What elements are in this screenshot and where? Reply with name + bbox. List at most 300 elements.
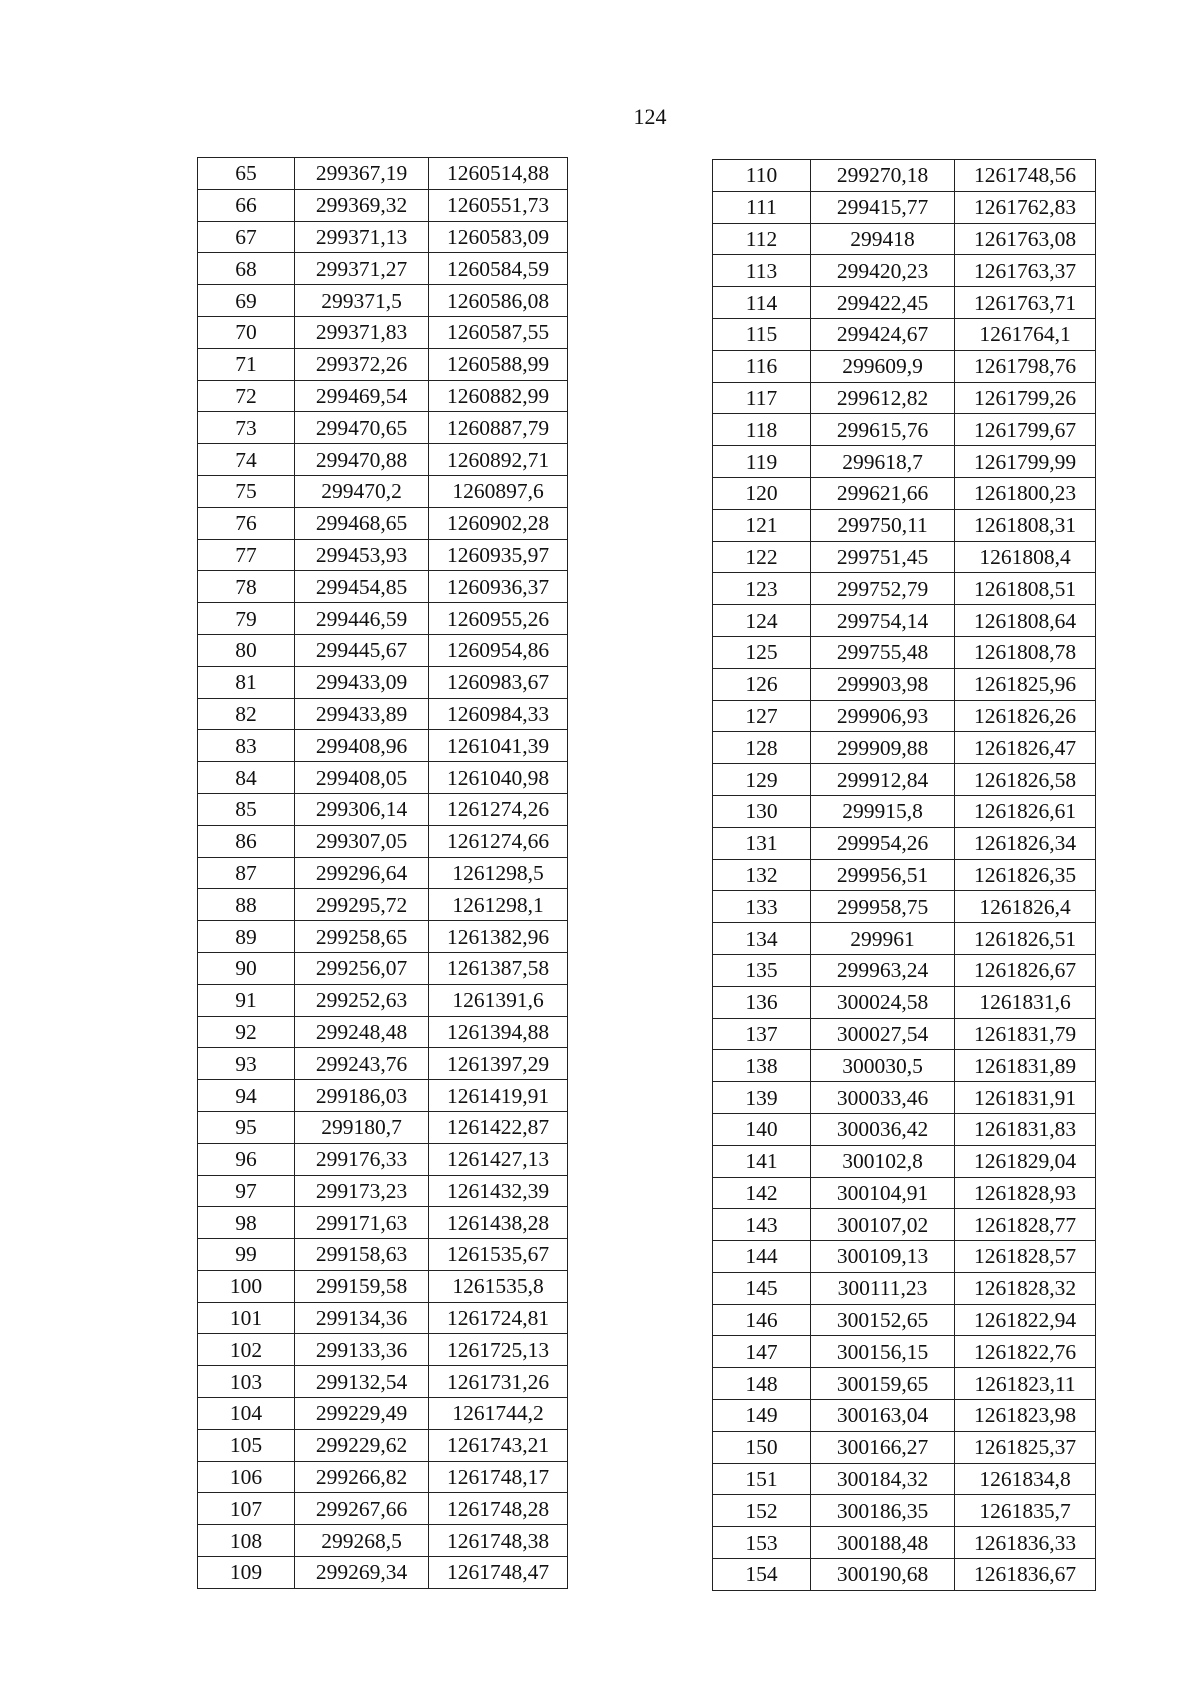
table-row xyxy=(713,1082,1096,1114)
point-number-cell: 137 xyxy=(713,1018,811,1050)
y-coordinate-cell: 1261825,96 xyxy=(955,668,1096,700)
y-coordinate-cell: 1261826,51 xyxy=(955,923,1096,955)
point-number-cell: 85 xyxy=(198,793,295,825)
y-coordinate-cell: 1261724,81 xyxy=(429,1302,568,1334)
y-coordinate-cell: 1261748,38 xyxy=(429,1525,568,1557)
table-row xyxy=(198,1239,568,1271)
point-number-cell: 109 xyxy=(198,1557,295,1589)
table-row xyxy=(198,285,568,317)
point-number-cell: 102 xyxy=(198,1334,295,1366)
table-row xyxy=(713,1145,1096,1177)
table-row xyxy=(198,730,568,762)
table-row xyxy=(198,1429,568,1461)
point-number-cell: 101 xyxy=(198,1302,295,1334)
x-coordinate-cell: 299424,67 xyxy=(811,318,955,350)
table-row xyxy=(713,1018,1096,1050)
x-coordinate-cell: 300190,68 xyxy=(811,1559,955,1591)
point-number-cell: 87 xyxy=(198,857,295,889)
table-row xyxy=(713,827,1096,859)
y-coordinate-cell: 1261831,91 xyxy=(955,1082,1096,1114)
x-coordinate-cell: 299963,24 xyxy=(811,954,955,986)
table-row xyxy=(198,825,568,857)
y-coordinate-cell: 1261828,93 xyxy=(955,1177,1096,1209)
table-row xyxy=(713,1113,1096,1145)
x-coordinate-cell: 299915,8 xyxy=(811,795,955,827)
table-row xyxy=(713,1050,1096,1082)
point-number-cell: 141 xyxy=(713,1145,811,1177)
point-number-cell: 91 xyxy=(198,984,295,1016)
point-number-cell: 71 xyxy=(198,348,295,380)
point-number-cell: 72 xyxy=(198,380,295,412)
y-coordinate-cell: 1261831,6 xyxy=(955,986,1096,1018)
x-coordinate-cell: 299371,27 xyxy=(295,253,429,285)
table-row xyxy=(198,316,568,348)
point-number-cell: 84 xyxy=(198,762,295,794)
y-coordinate-cell: 1261274,26 xyxy=(429,793,568,825)
table-row xyxy=(713,318,1096,350)
table-row xyxy=(713,1400,1096,1432)
y-coordinate-cell: 1261822,76 xyxy=(955,1336,1096,1368)
table-row xyxy=(198,889,568,921)
y-coordinate-cell: 1261762,83 xyxy=(955,191,1096,223)
y-coordinate-cell: 1261835,7 xyxy=(955,1495,1096,1527)
point-number-cell: 96 xyxy=(198,1143,295,1175)
x-coordinate-cell: 299453,93 xyxy=(295,539,429,571)
point-number-cell: 83 xyxy=(198,730,295,762)
y-coordinate-cell: 1261422,87 xyxy=(429,1111,568,1143)
y-coordinate-cell: 1261828,57 xyxy=(955,1241,1096,1273)
table-row xyxy=(713,382,1096,414)
table-row xyxy=(198,444,568,476)
table-row xyxy=(713,446,1096,478)
x-coordinate-cell: 299173,23 xyxy=(295,1175,429,1207)
point-number-cell: 136 xyxy=(713,986,811,1018)
x-coordinate-cell: 299267,66 xyxy=(295,1493,429,1525)
y-coordinate-cell: 1261826,26 xyxy=(955,700,1096,732)
x-coordinate-cell: 300163,04 xyxy=(811,1400,955,1432)
x-coordinate-cell: 299408,96 xyxy=(295,730,429,762)
x-coordinate-cell: 299470,65 xyxy=(295,412,429,444)
y-coordinate-cell: 1261831,89 xyxy=(955,1050,1096,1082)
table-row xyxy=(198,1016,568,1048)
table-row xyxy=(713,1527,1096,1559)
x-coordinate-cell: 299956,51 xyxy=(811,859,955,891)
y-coordinate-cell: 1261748,56 xyxy=(955,160,1096,192)
point-number-cell: 115 xyxy=(713,318,811,350)
y-coordinate-cell: 1260983,67 xyxy=(429,666,568,698)
point-number-cell: 73 xyxy=(198,412,295,444)
point-number-cell: 114 xyxy=(713,287,811,319)
table-row xyxy=(713,573,1096,605)
y-coordinate-cell: 1261298,5 xyxy=(429,857,568,889)
point-number-cell: 103 xyxy=(198,1366,295,1398)
x-coordinate-cell: 299433,09 xyxy=(295,666,429,698)
y-coordinate-cell: 1261799,99 xyxy=(955,446,1096,478)
x-coordinate-cell: 300024,58 xyxy=(811,986,955,1018)
table-row xyxy=(713,1368,1096,1400)
point-number-cell: 147 xyxy=(713,1336,811,1368)
y-coordinate-cell: 1261836,67 xyxy=(955,1559,1096,1591)
point-number-cell: 152 xyxy=(713,1495,811,1527)
y-coordinate-cell: 1261382,96 xyxy=(429,921,568,953)
table-row xyxy=(198,475,568,507)
y-coordinate-cell: 1260954,86 xyxy=(429,634,568,666)
table-row xyxy=(713,668,1096,700)
y-coordinate-cell: 1261427,13 xyxy=(429,1143,568,1175)
y-coordinate-cell: 1260902,28 xyxy=(429,507,568,539)
table-row xyxy=(713,732,1096,764)
table-row xyxy=(198,1366,568,1398)
y-coordinate-cell: 1261800,23 xyxy=(955,477,1096,509)
point-number-cell: 97 xyxy=(198,1175,295,1207)
x-coordinate-cell: 299422,45 xyxy=(811,287,955,319)
x-coordinate-cell: 299621,66 xyxy=(811,477,955,509)
x-coordinate-cell: 300186,35 xyxy=(811,1495,955,1527)
x-coordinate-cell: 300109,13 xyxy=(811,1241,955,1273)
y-coordinate-cell: 1261808,64 xyxy=(955,605,1096,637)
point-number-cell: 149 xyxy=(713,1400,811,1432)
point-number-cell: 89 xyxy=(198,921,295,953)
x-coordinate-cell: 299367,19 xyxy=(295,158,429,190)
table-row xyxy=(713,764,1096,796)
y-coordinate-cell: 1261823,11 xyxy=(955,1368,1096,1400)
y-coordinate-cell: 1261799,67 xyxy=(955,414,1096,446)
x-coordinate-cell: 299454,85 xyxy=(295,571,429,603)
table-row xyxy=(713,477,1096,509)
y-coordinate-cell: 1260587,55 xyxy=(429,316,568,348)
y-coordinate-cell: 1260586,08 xyxy=(429,285,568,317)
y-coordinate-cell: 1261808,51 xyxy=(955,573,1096,605)
y-coordinate-cell: 1261397,29 xyxy=(429,1048,568,1080)
table-row xyxy=(198,1175,568,1207)
point-number-cell: 139 xyxy=(713,1082,811,1114)
x-coordinate-cell: 299750,11 xyxy=(811,509,955,541)
y-coordinate-cell: 1261763,08 xyxy=(955,223,1096,255)
point-number-cell: 108 xyxy=(198,1525,295,1557)
x-coordinate-cell: 299752,79 xyxy=(811,573,955,605)
x-coordinate-cell: 299248,48 xyxy=(295,1016,429,1048)
table-row xyxy=(713,700,1096,732)
table-row xyxy=(198,857,568,889)
x-coordinate-cell: 300036,42 xyxy=(811,1113,955,1145)
x-coordinate-cell: 299755,48 xyxy=(811,636,955,668)
table-row xyxy=(713,1495,1096,1527)
y-coordinate-cell: 1261748,47 xyxy=(429,1557,568,1589)
point-number-cell: 88 xyxy=(198,889,295,921)
x-coordinate-cell: 299408,05 xyxy=(295,762,429,794)
point-number-cell: 146 xyxy=(713,1304,811,1336)
table-row xyxy=(713,287,1096,319)
x-coordinate-cell: 299954,26 xyxy=(811,827,955,859)
point-number-cell: 140 xyxy=(713,1113,811,1145)
y-coordinate-cell: 1261808,78 xyxy=(955,636,1096,668)
x-coordinate-cell: 299229,62 xyxy=(295,1429,429,1461)
y-coordinate-cell: 1261731,26 xyxy=(429,1366,568,1398)
point-number-cell: 111 xyxy=(713,191,811,223)
table-row xyxy=(198,952,568,984)
x-coordinate-cell: 299243,76 xyxy=(295,1048,429,1080)
x-coordinate-cell: 300102,8 xyxy=(811,1145,955,1177)
table-row xyxy=(713,923,1096,955)
y-coordinate-cell: 1261834,8 xyxy=(955,1463,1096,1495)
x-coordinate-cell: 300027,54 xyxy=(811,1018,955,1050)
point-number-cell: 93 xyxy=(198,1048,295,1080)
point-number-cell: 121 xyxy=(713,509,811,541)
table-row xyxy=(198,1461,568,1493)
x-coordinate-cell: 299903,98 xyxy=(811,668,955,700)
table-row xyxy=(713,986,1096,1018)
y-coordinate-cell: 1260955,26 xyxy=(429,603,568,635)
x-coordinate-cell: 299754,14 xyxy=(811,605,955,637)
y-coordinate-cell: 1261826,4 xyxy=(955,891,1096,923)
point-number-cell: 129 xyxy=(713,764,811,796)
x-coordinate-cell: 299372,26 xyxy=(295,348,429,380)
y-coordinate-cell: 1261826,61 xyxy=(955,795,1096,827)
x-coordinate-cell: 299470,2 xyxy=(295,475,429,507)
x-coordinate-cell: 299909,88 xyxy=(811,732,955,764)
x-coordinate-cell: 299186,03 xyxy=(295,1080,429,1112)
table-row xyxy=(198,1080,568,1112)
point-number-cell: 110 xyxy=(713,160,811,192)
x-coordinate-cell: 300111,23 xyxy=(811,1272,955,1304)
point-number-cell: 116 xyxy=(713,350,811,382)
x-coordinate-cell: 299180,7 xyxy=(295,1111,429,1143)
y-coordinate-cell: 1261831,79 xyxy=(955,1018,1096,1050)
table-row xyxy=(713,1336,1096,1368)
y-coordinate-cell: 1261829,04 xyxy=(955,1145,1096,1177)
x-coordinate-cell: 299371,13 xyxy=(295,221,429,253)
y-coordinate-cell: 1261763,37 xyxy=(955,255,1096,287)
point-number-cell: 127 xyxy=(713,700,811,732)
y-coordinate-cell: 1261041,39 xyxy=(429,730,568,762)
y-coordinate-cell: 1261823,98 xyxy=(955,1400,1096,1432)
y-coordinate-cell: 1260936,37 xyxy=(429,571,568,603)
y-coordinate-cell: 1261748,17 xyxy=(429,1461,568,1493)
x-coordinate-cell: 299295,72 xyxy=(295,889,429,921)
y-coordinate-cell: 1261298,1 xyxy=(429,889,568,921)
y-coordinate-cell: 1261808,31 xyxy=(955,509,1096,541)
table-row xyxy=(198,221,568,253)
y-coordinate-cell: 1261825,37 xyxy=(955,1431,1096,1463)
x-coordinate-cell: 299961 xyxy=(811,923,955,955)
table-row xyxy=(198,1270,568,1302)
x-coordinate-cell: 299252,63 xyxy=(295,984,429,1016)
x-coordinate-cell: 299468,65 xyxy=(295,507,429,539)
x-coordinate-cell: 299615,76 xyxy=(811,414,955,446)
y-coordinate-cell: 1261763,71 xyxy=(955,287,1096,319)
coordinates-table-right xyxy=(712,159,1096,1591)
table-row xyxy=(198,412,568,444)
point-number-cell: 145 xyxy=(713,1272,811,1304)
point-number-cell: 150 xyxy=(713,1431,811,1463)
x-coordinate-cell: 299258,65 xyxy=(295,921,429,953)
x-coordinate-cell: 299268,5 xyxy=(295,1525,429,1557)
y-coordinate-cell: 1261799,26 xyxy=(955,382,1096,414)
table-row xyxy=(713,605,1096,637)
x-coordinate-cell: 299158,63 xyxy=(295,1239,429,1271)
point-number-cell: 67 xyxy=(198,221,295,253)
point-number-cell: 122 xyxy=(713,541,811,573)
point-number-cell: 154 xyxy=(713,1559,811,1591)
table-row xyxy=(198,189,568,221)
table-row xyxy=(198,793,568,825)
x-coordinate-cell: 300033,46 xyxy=(811,1082,955,1114)
y-coordinate-cell: 1261535,67 xyxy=(429,1239,568,1271)
point-number-cell: 142 xyxy=(713,1177,811,1209)
y-coordinate-cell: 1261798,76 xyxy=(955,350,1096,382)
table-row xyxy=(198,348,568,380)
point-number-cell: 135 xyxy=(713,954,811,986)
table-row xyxy=(198,1398,568,1430)
point-number-cell: 113 xyxy=(713,255,811,287)
point-number-cell: 74 xyxy=(198,444,295,476)
table-row xyxy=(198,1111,568,1143)
table-row xyxy=(713,350,1096,382)
y-coordinate-cell: 1260514,88 xyxy=(429,158,568,190)
y-coordinate-cell: 1261828,77 xyxy=(955,1209,1096,1241)
x-coordinate-cell: 299159,58 xyxy=(295,1270,429,1302)
y-coordinate-cell: 1260551,73 xyxy=(429,189,568,221)
table-row xyxy=(198,571,568,603)
table-row xyxy=(713,509,1096,541)
table-row xyxy=(198,921,568,953)
x-coordinate-cell: 300030,5 xyxy=(811,1050,955,1082)
point-number-cell: 106 xyxy=(198,1461,295,1493)
x-coordinate-cell: 299176,33 xyxy=(295,1143,429,1175)
y-coordinate-cell: 1261836,33 xyxy=(955,1527,1096,1559)
y-coordinate-cell: 1260892,71 xyxy=(429,444,568,476)
table-row xyxy=(198,603,568,635)
table-row xyxy=(713,160,1096,192)
x-coordinate-cell: 299906,93 xyxy=(811,700,955,732)
point-number-cell: 70 xyxy=(198,316,295,348)
y-coordinate-cell: 1261438,28 xyxy=(429,1207,568,1239)
x-coordinate-cell: 299269,34 xyxy=(295,1557,429,1589)
point-number-cell: 119 xyxy=(713,446,811,478)
y-coordinate-cell: 1261419,91 xyxy=(429,1080,568,1112)
point-number-cell: 120 xyxy=(713,477,811,509)
table-row xyxy=(713,1272,1096,1304)
y-coordinate-cell: 1261535,8 xyxy=(429,1270,568,1302)
y-coordinate-cell: 1260588,99 xyxy=(429,348,568,380)
x-coordinate-cell: 299751,45 xyxy=(811,541,955,573)
table-row xyxy=(713,1177,1096,1209)
point-number-cell: 68 xyxy=(198,253,295,285)
y-coordinate-cell: 1261826,58 xyxy=(955,764,1096,796)
x-coordinate-cell: 299609,9 xyxy=(811,350,955,382)
x-coordinate-cell: 300107,02 xyxy=(811,1209,955,1241)
x-coordinate-cell: 299371,83 xyxy=(295,316,429,348)
table-row xyxy=(198,984,568,1016)
x-coordinate-cell: 299371,5 xyxy=(295,285,429,317)
point-number-cell: 112 xyxy=(713,223,811,255)
x-coordinate-cell: 299433,89 xyxy=(295,698,429,730)
x-coordinate-cell: 299270,18 xyxy=(811,160,955,192)
y-coordinate-cell: 1261432,39 xyxy=(429,1175,568,1207)
y-coordinate-cell: 1261748,28 xyxy=(429,1493,568,1525)
point-number-cell: 105 xyxy=(198,1429,295,1461)
point-number-cell: 124 xyxy=(713,605,811,637)
point-number-cell: 65 xyxy=(198,158,295,190)
x-coordinate-cell: 299133,36 xyxy=(295,1334,429,1366)
y-coordinate-cell: 1261040,98 xyxy=(429,762,568,794)
coordinates-table-left xyxy=(197,157,568,1589)
x-coordinate-cell: 300104,91 xyxy=(811,1177,955,1209)
x-coordinate-cell: 299134,36 xyxy=(295,1302,429,1334)
x-coordinate-cell: 299958,75 xyxy=(811,891,955,923)
table-row xyxy=(198,380,568,412)
x-coordinate-cell: 300159,65 xyxy=(811,1368,955,1400)
point-number-cell: 86 xyxy=(198,825,295,857)
point-number-cell: 151 xyxy=(713,1463,811,1495)
x-coordinate-cell: 299470,88 xyxy=(295,444,429,476)
point-number-cell: 107 xyxy=(198,1493,295,1525)
x-coordinate-cell: 299420,23 xyxy=(811,255,955,287)
point-number-cell: 148 xyxy=(713,1368,811,1400)
y-coordinate-cell: 1261808,4 xyxy=(955,541,1096,573)
table-row xyxy=(198,1525,568,1557)
x-coordinate-cell: 300166,27 xyxy=(811,1431,955,1463)
table-row xyxy=(713,1209,1096,1241)
point-number-cell: 77 xyxy=(198,539,295,571)
table-row xyxy=(198,1207,568,1239)
page-number: 124 xyxy=(633,104,667,129)
x-coordinate-cell: 300156,15 xyxy=(811,1336,955,1368)
table-row xyxy=(713,1559,1096,1591)
table-row xyxy=(713,255,1096,287)
x-coordinate-cell: 300184,32 xyxy=(811,1463,955,1495)
x-coordinate-cell: 299306,14 xyxy=(295,793,429,825)
table-row xyxy=(198,634,568,666)
y-coordinate-cell: 1260887,79 xyxy=(429,412,568,444)
y-coordinate-cell: 1260897,6 xyxy=(429,475,568,507)
table-row xyxy=(198,762,568,794)
table-row xyxy=(198,539,568,571)
table-row xyxy=(713,541,1096,573)
table-row xyxy=(713,1463,1096,1495)
x-coordinate-cell: 299445,67 xyxy=(295,634,429,666)
table-row xyxy=(713,1304,1096,1336)
point-number-cell: 82 xyxy=(198,698,295,730)
x-coordinate-cell: 299612,82 xyxy=(811,382,955,414)
table-row xyxy=(198,1302,568,1334)
point-number-cell: 92 xyxy=(198,1016,295,1048)
y-coordinate-cell: 1261743,21 xyxy=(429,1429,568,1461)
point-number-cell: 94 xyxy=(198,1080,295,1112)
y-coordinate-cell: 1261725,13 xyxy=(429,1334,568,1366)
table-row xyxy=(198,158,568,190)
x-coordinate-cell: 299266,82 xyxy=(295,1461,429,1493)
point-number-cell: 78 xyxy=(198,571,295,603)
point-number-cell: 80 xyxy=(198,634,295,666)
x-coordinate-cell: 299415,77 xyxy=(811,191,955,223)
point-number-cell: 76 xyxy=(198,507,295,539)
point-number-cell: 123 xyxy=(713,573,811,605)
point-number-cell: 131 xyxy=(713,827,811,859)
point-number-cell: 75 xyxy=(198,475,295,507)
x-coordinate-cell: 299469,54 xyxy=(295,380,429,412)
point-number-cell: 130 xyxy=(713,795,811,827)
point-number-cell: 132 xyxy=(713,859,811,891)
point-number-cell: 99 xyxy=(198,1239,295,1271)
table-row xyxy=(198,698,568,730)
y-coordinate-cell: 1260935,97 xyxy=(429,539,568,571)
table-row xyxy=(198,666,568,698)
x-coordinate-cell: 299132,54 xyxy=(295,1366,429,1398)
y-coordinate-cell: 1260882,99 xyxy=(429,380,568,412)
table-row xyxy=(713,636,1096,668)
y-coordinate-cell: 1261826,67 xyxy=(955,954,1096,986)
